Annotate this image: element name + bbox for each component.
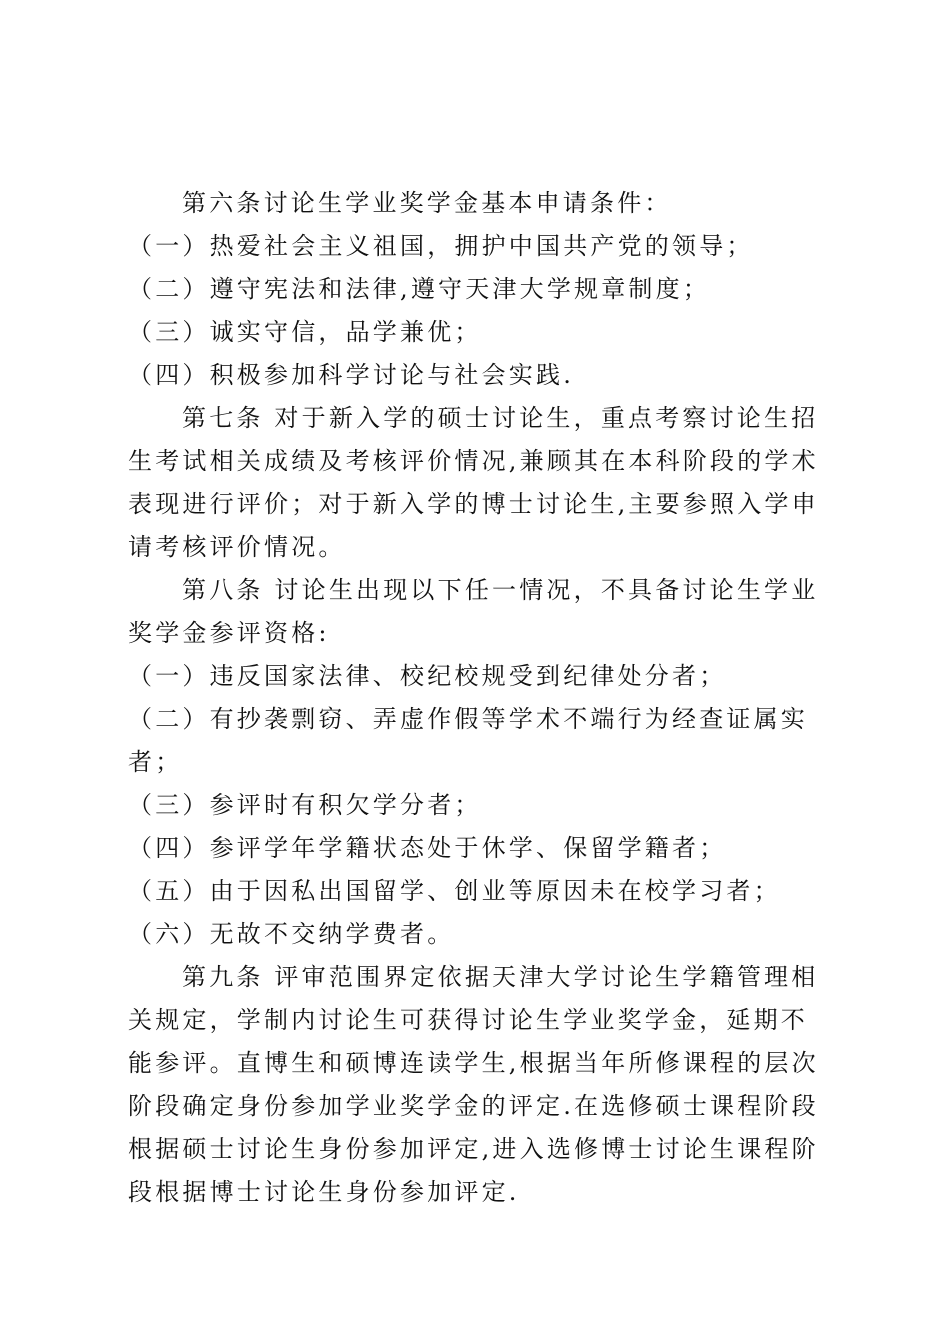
article-8-item-5: （五）由于因私出国留学、创业等原因未在校学习者； (128, 877, 781, 905)
article-8-item-3: （三）参评时有积欠学分者； (128, 791, 482, 819)
article-9-paragraph: 第九条 评审范围界定依据天津大学讨论生学籍管理相关规定，学制内讨论生可获得讨论生学业奖学金，延期不能参评。直博生和硕博连读学生,根据当年所修课程的层次阶段确定身份参加学业奖学金的评定.在选修硕士课程阶段根据硕士讨论生身份参加评定,进入选修博士讨论生课程阶段根据博士讨论生身份参加评定. (128, 963, 819, 1206)
article-6-title: 第六条讨论生学业奖学金基本申请条件： (182, 189, 672, 217)
article-6-item-1: （一）热爱社会主义祖国，拥护中国共产党的领导； (128, 232, 754, 260)
article-7-paragraph: 第七条 对于新入学的硕士讨论生，重点考察讨论生招生考试相关成绩及考核评价情况,兼顾其在本科阶段的学术表现进行评价；对于新入学的博士讨论生,主要参照入学申请考核评价情况。 (128, 404, 819, 561)
document-body (128, 182, 828, 1214)
article-6-item-4: （四）积极参加科学讨论与社会实践. (128, 361, 575, 389)
article-8-title: 第八条 讨论生出现以下任一情况，不具备讨论生学业奖学金参评资格: (128, 576, 819, 647)
article-8-item-1: （一）违反国家法律、校纪校规受到纪律处分者； (128, 662, 727, 690)
article-6-item-2: （二）遵守宪法和法律,遵守天津大学规章制度； (128, 275, 711, 303)
article-6-item-3: （三）诚实守信，品学兼优； (128, 318, 482, 346)
article-8-item-4: （四）参评学年学籍状态处于休学、保留学籍者； (128, 834, 727, 862)
article-8-item-2: （二）有抄袭剽窃、弄虚作假等学术不端行为经查证属实者； (128, 705, 808, 776)
article-8-item-6: （六）无故不交纳学费者。 (128, 920, 455, 948)
